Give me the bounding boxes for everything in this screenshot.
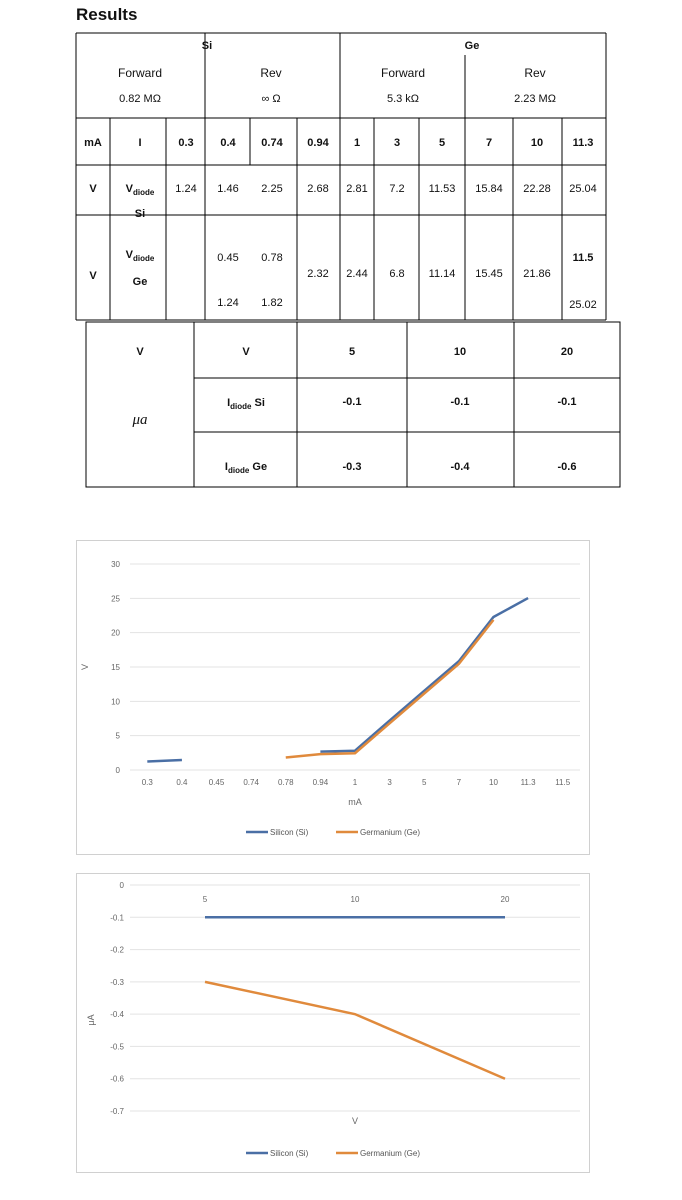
ge-rev-resistance: 2.23 MΩ [514,93,556,105]
table1-grid [0,0,682,330]
chart-reverse-iv [76,873,590,1173]
unit-v-ge: V [89,270,97,282]
x-tick-label: 1 [352,778,358,787]
y-tick-label: 10 [111,697,120,707]
table2-ge-cell: -0.4 [450,461,470,473]
vdiode-sub-ge: diode [133,254,155,264]
vdiode-sub: diode [133,188,155,198]
current-cell: 5 [438,137,446,149]
table2-v-header: V [242,346,250,358]
ge-voltage-cell: 2.44 [346,268,368,280]
si-forward-resistance: 0.82 MΩ [119,93,161,105]
x-tick-label: 0.4 [176,778,188,787]
ge-forward-resistance: 5.3 kΩ [386,93,420,105]
ge-v-a1: 0.45 [217,252,239,264]
vdiode-si-label [126,183,155,197]
vdiode-v-ge: V [125,249,133,261]
chart-border [77,541,590,855]
idiode-ge-label [225,461,267,475]
unit-ma: mA [84,137,102,149]
si-voltage-cell: 1.46 [217,183,239,195]
current-cell: 11.3 [572,137,594,149]
table2-si-cell: -0.1 [450,396,470,408]
y-axis-label: V [80,663,90,671]
ge-forward-label: Forward [380,66,426,80]
y-tick-label: -0.4 [110,1010,124,1020]
y-tick-label: -0.1 [110,913,124,923]
idiode-sub-ge: diode [227,466,250,476]
ge-rev-label: Rev [524,66,546,80]
current-cell: 1 [353,137,361,149]
legend-label: Silicon (Si) [270,1149,309,1158]
current-cell: 7 [485,137,493,149]
y-tick-label: -0.5 [110,1042,124,1052]
si-rev-resistance: ∞ Ω [261,93,281,105]
si-voltage-cell: 2.25 [261,183,283,195]
ge-v-last-top: 11.5 [572,252,594,264]
idiode-sub: diode [230,402,252,412]
x-axis-label: V [351,1116,359,1126]
idiode-si-label [227,397,265,411]
si-voltage-cell: 2.81 [346,183,368,195]
legend-label: Germanium (Ge) [360,1149,421,1158]
y-tick-label: 0 [119,881,124,890]
unit-v-si: V [89,183,97,195]
ge-voltage-cell: 2.32 [307,268,329,280]
ge-v-b1: 1.24 [217,297,239,309]
table2-ge-cell: -0.6 [557,461,577,473]
y-tick-label: -0.3 [110,977,124,987]
current-cell: 0.4 [220,137,236,149]
x-tick-label: 10 [350,895,360,904]
si-voltage-cell: 7.2 [389,183,405,195]
table2-grid [0,315,682,495]
series-line [147,760,182,762]
x-tick-label: 11.5 [555,778,571,787]
table2-ge-cell: -0.3 [342,461,362,473]
current-cell: 3 [393,137,401,149]
ge-voltage-cell: 15.45 [475,268,503,280]
x-tick-label: 0.94 [312,778,329,787]
si-rev-label: Rev [260,66,282,80]
current-cell: 0.3 [178,137,194,149]
table2-voltage-cell: 20 [560,346,574,358]
current-label: I [138,137,142,149]
x-tick-label: 11.3 [520,778,536,787]
si-row-label: Si [134,208,146,220]
vdiode-v: V [125,183,133,195]
idiode-i: I [227,397,231,409]
y-tick-label: 20 [111,628,120,638]
x-tick-label: 20 [500,895,510,904]
current-cell: 0.94 [307,137,329,149]
x-tick-label: 10 [489,778,498,787]
x-axis-label: mA [348,797,362,807]
si-voltage-cell: 15.84 [475,183,503,195]
y-axis-label: μA [86,1014,96,1026]
table2-ua-label: μa [132,412,148,428]
legend-label: Germanium (Ge) [360,828,421,837]
x-tick-label: 0.74 [243,778,259,787]
ge-v-b2: 1.82 [261,297,283,309]
si-voltage-cell: 25.04 [569,183,597,195]
idiode-ge: Ge [252,461,268,473]
idiode-i-ge: I [224,461,228,473]
si-voltage-cell: 11.53 [428,183,456,195]
current-cell: 10 [530,137,544,149]
y-tick-label: -0.2 [110,945,124,955]
ge-v-last-bottom: 25.02 [569,299,597,311]
table2-si-cell: -0.1 [557,396,577,408]
y-tick-label: 25 [111,594,120,604]
table1-si-header: Si [201,40,213,52]
ge-voltage-cell: 11.14 [428,268,456,280]
x-tick-label: 0.45 [208,778,225,787]
table2-si-cell: -0.1 [342,396,362,408]
legend-label: Silicon (Si) [270,828,309,837]
vdiode-ge-label [126,249,155,263]
si-voltage-cell: 22.28 [523,183,551,195]
y-tick-label: 30 [111,560,120,569]
y-tick-label: 5 [115,731,120,741]
si-voltage-cell: 2.68 [307,183,329,195]
ge-v-a2: 0.78 [261,252,283,264]
y-tick-label: -0.6 [110,1074,124,1084]
idiode-si: Si [254,397,265,409]
table1-ge-header: Ge [464,40,480,52]
current-cell: 0.74 [261,137,283,149]
x-tick-label: 5 [202,895,208,904]
y-tick-label: -0.7 [110,1107,124,1116]
si-forward-label: Forward [117,66,163,80]
ge-voltage-cell: 6.8 [389,268,405,280]
ge-voltage-cell: 21.86 [523,268,551,280]
x-tick-label: 3 [387,778,392,787]
table2-voltage-cell: 10 [453,346,467,358]
table2-v-left: V [136,346,144,358]
y-tick-label: 0 [115,766,120,775]
si-voltage-cell: 1.24 [175,183,197,195]
x-tick-label: 0.78 [277,778,294,787]
x-tick-label: 7 [456,778,462,787]
page-title: Results [76,5,138,24]
x-tick-label: 5 [422,778,427,787]
y-tick-label: 15 [111,663,120,672]
table2-voltage-cell: 5 [348,346,356,358]
ge-row-label: Ge [132,276,148,288]
chart-forward-iv [76,540,590,855]
x-tick-label: 0.3 [141,778,153,787]
